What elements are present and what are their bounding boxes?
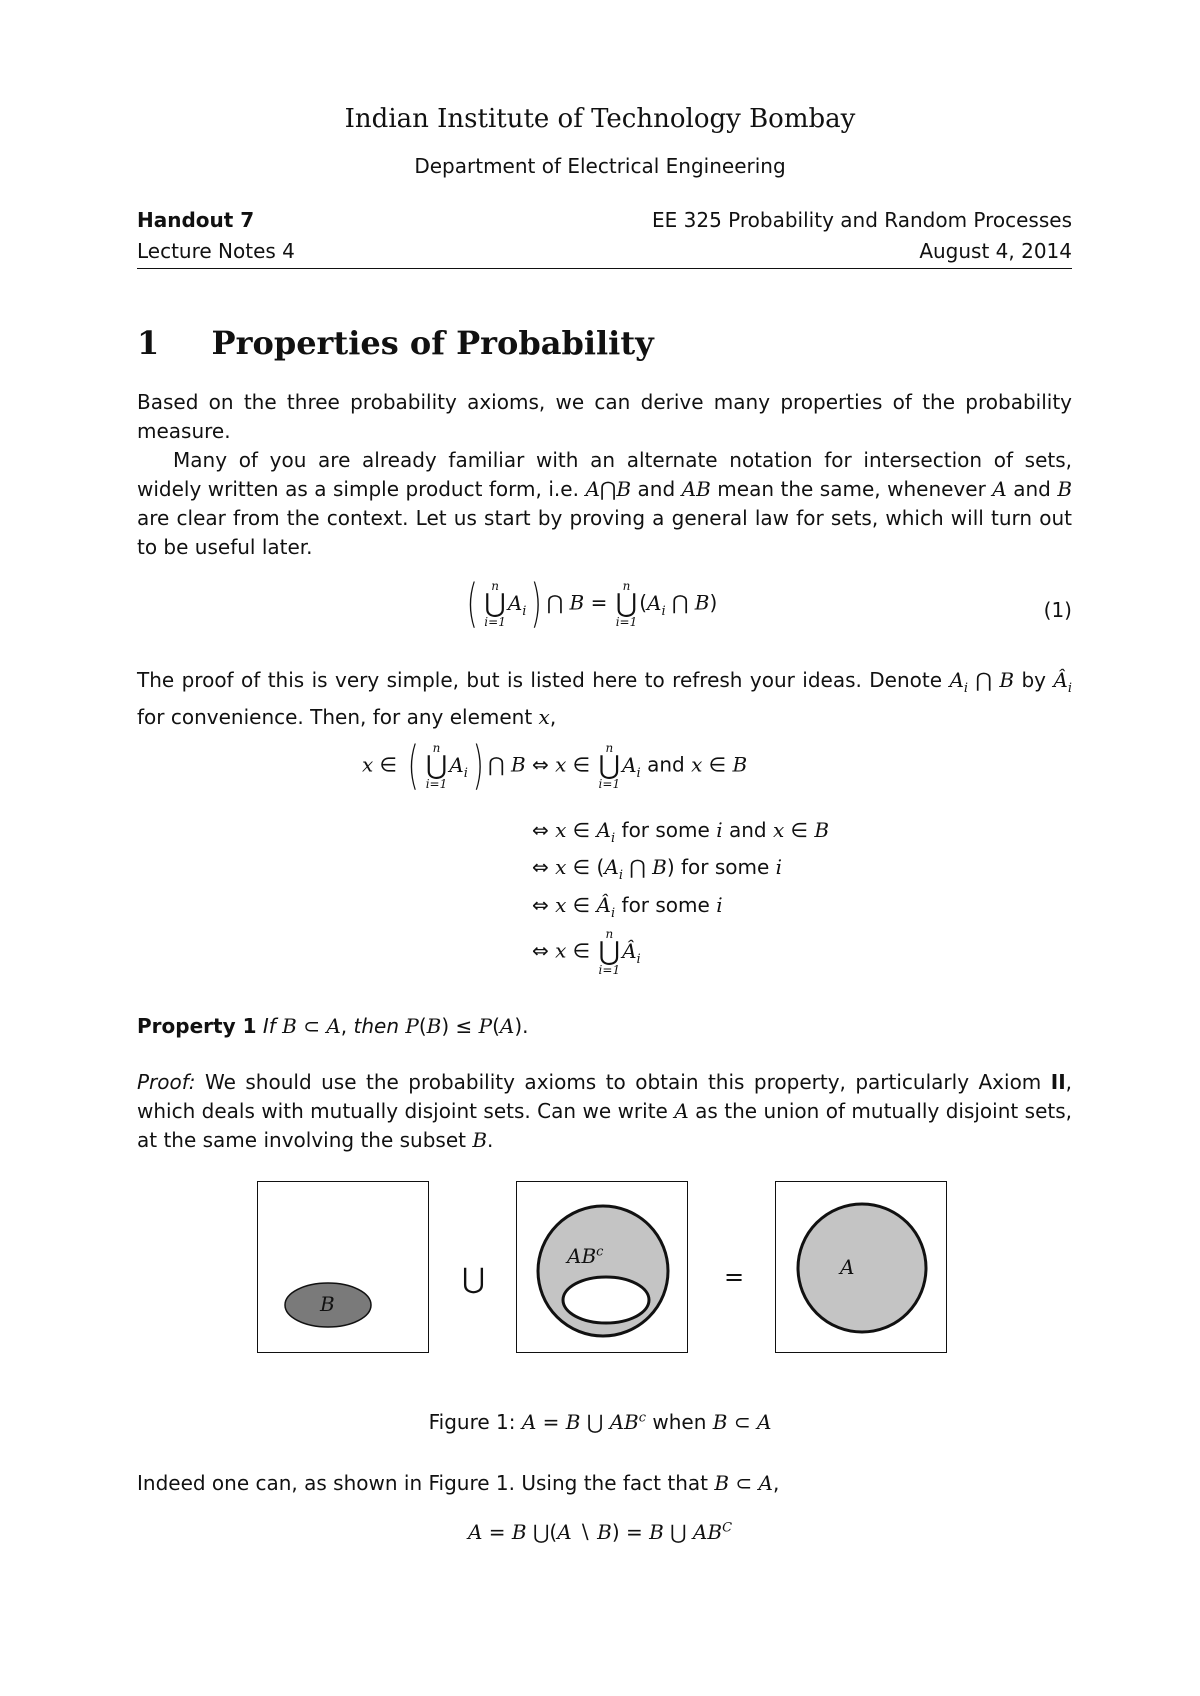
handout-label: Handout 7 [137,208,255,232]
para2-text-b: and [637,477,676,501]
paragraph-proof-intro: The proof of this is very simple, but is listed here to refresh your ideas. Denote $A_i$ ⋂ B by $Â_i$ for convenience. Then, for any element x, [137,668,1073,729]
figure-panel-abc [516,1181,688,1353]
derivation-for-some-2: for some [680,855,770,879]
equation-1-number: (1) [1043,598,1072,622]
derivation-line-4: ⇔ x ∈ $Â_i$ for some i [532,893,723,921]
derivation-line-5: ⇔ x ∈ n ⋃ i=1 $Â_i$ [532,927,641,977]
paragraph-conclusion: Indeed one can, as shown in Figure 1. Using the fact that B ⊂ A, [137,1471,780,1495]
derivation-line-1: x ∈ ( n ⋃ i=1 $A_i$) ⋂ B ⇔ x ∈ n ⋃ i=1 $A_i$ and x ∈ B [362,736,748,796]
label-abc-sup: c [596,1244,604,1260]
final-equation: A = B ⋃(A ∖ B) = B ⋃ $AB^C$ [467,1520,733,1544]
para2-text-d: and [1013,477,1051,501]
header-rule [137,268,1072,269]
label-abc [567,1244,603,1268]
paragraph-intro: Based on the three probability axioms, we can derive many properties of the probability measure. [137,390,1072,443]
para3-text-b: by [1021,668,1046,692]
proof-axiom: II [1050,1070,1066,1094]
course-title: EE 325 Probability and Random Processes [652,208,1072,232]
derivation-line-3: ⇔ x ∈ ($A_i$ ⋂ B) for some i [532,855,783,883]
proof-text-b: , which deals with mutually disjoint sets. Can we write [137,1070,1073,1123]
equation-1: ( n ⋃ i=1 $A_i$) ⋂ B = n ⋃ i=1 ($A_i$ ⋂ B) [466,574,718,634]
para4-text-b: , [773,1471,780,1495]
equals-symbol: = [724,1263,745,1291]
ellipse-b [258,1182,428,1352]
paragraph-notation: Many of you are already familiar with an alternate notation for intersection of sets, widely written as a simple product form, i.e. A⋂B and AB mean the same, whenever A and B are clear from the context. Let us start by proving a general law for sets, which will turn out to be useful later. [137,448,1073,559]
circle-a [776,1182,946,1352]
proof-text-c: as the union of mutually disjoint sets, at the same involving the subset [137,1099,1073,1152]
para4-text-a: Indeed one can, as shown in Figure 1. Using the fact that [137,1471,708,1495]
para3-text-a: The proof of this is very simple, but is listed here to refresh your ideas. Denote [137,668,943,692]
proof-label: Proof: [137,1070,196,1094]
para3-text-c: for convenience. Then, for any element [137,705,533,729]
derivation-for-some-1: for some [621,818,710,842]
derivation-for-some-3: for some [621,893,710,917]
caption-prefix: Figure 1: [428,1410,516,1434]
property-1-then: then [353,1014,400,1038]
property-1-if: If [262,1014,276,1038]
proof-text-d: . [487,1128,494,1152]
section-heading [137,324,654,362]
lecture-notes-label: Lecture Notes 4 [137,239,295,263]
section-title: Properties of Probability [211,324,654,362]
figure-panel-a [775,1181,947,1353]
para2-text-e: are clear from the context. Let us start by proving a general law for sets, which will turn out to be useful later. [137,506,1072,559]
derivation-and-2: and [728,818,767,842]
date-label: August 4, 2014 [919,239,1072,263]
union-symbol: ⋃ [462,1262,485,1295]
section-number: 1 [137,324,160,362]
derivation-and: and [647,752,685,777]
property-1-label: Property 1 [137,1014,257,1038]
para2-text-c: mean the same, whenever [717,477,986,501]
institute-title: Indian Institute of Technology Bombay [344,104,856,134]
department-title: Department of Electrical Engineering [414,154,786,178]
property-1: Property 1 If B ⊂ A, then P(B) ≤ P(A). [137,1014,529,1038]
label-abc-main: AB [567,1244,597,1268]
figure-caption: Figure 1: A = B ⋃ $AB^c$ when B ⊂ A [428,1410,772,1434]
para2-text-a: Many of you are already familiar with an alternate notation for intersection of sets, widely written as a simple product form, i.e. [137,448,1072,501]
para3-text-d: , [549,705,557,729]
derivation-line-2: ⇔ x ∈ $A_i$ for some i and x ∈ B [532,818,830,846]
proof-text-a: We should use the probability axioms to obtain this property, particularly Axiom [205,1070,1042,1094]
figure-panel-b [257,1181,429,1353]
caption-when: when [652,1410,707,1434]
label-a: A [840,1255,855,1279]
proof-paragraph: Proof: We should use the probability axioms to obtain this property, particularly Axiom II, which deals with mutually disjoint sets. Can we write A as the union of mutually disjoint sets, at the same involving the subset B. [137,1070,1073,1152]
label-b: B [320,1292,335,1316]
